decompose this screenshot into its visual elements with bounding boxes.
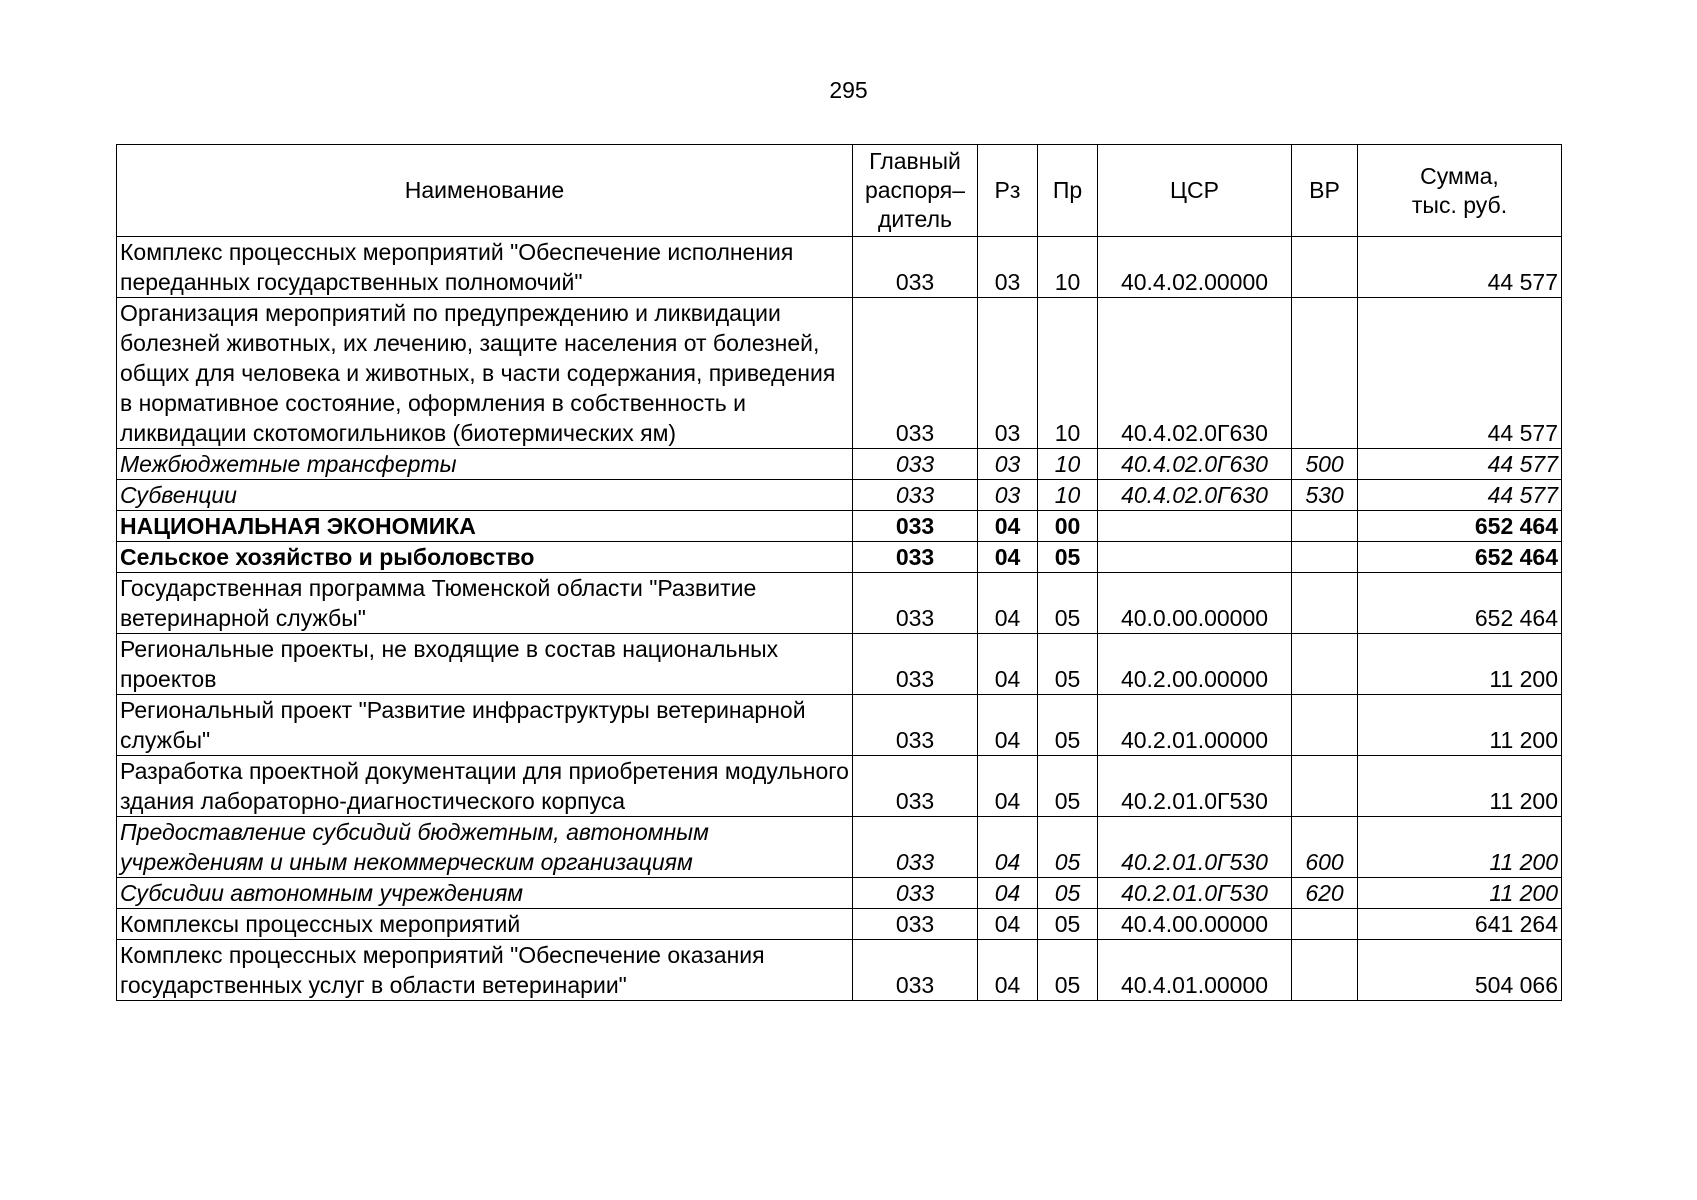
cell-sum: 44 577 [1358,237,1562,298]
cell-subsection: 05 [1038,817,1098,878]
cell-target-article: 40.2.00.00000 [1098,634,1292,695]
header-subsection: Пр [1038,145,1098,237]
cell-name: Комплексы процессных мероприятий [117,909,853,940]
header-gr-line: Главный [869,148,961,174]
cell-chief-administrator: 033 [853,298,978,449]
cell-chief-administrator: 033 [853,634,978,695]
cell-sum: 11 200 [1358,695,1562,756]
cell-chief-administrator: 033 [853,756,978,817]
cell-section: 03 [978,449,1038,480]
cell-target-article [1098,542,1292,573]
table-row [117,237,1562,298]
cell-name: Региональные проекты, не входящие в состав национальных проектов [117,634,853,695]
cell-expense-type: 530 [1292,480,1358,511]
cell-subsection: 05 [1038,542,1098,573]
cell-sum: 652 464 [1358,573,1562,634]
cell-name: Комплекс процессных мероприятий "Обеспечение исполнения переданных государственных полномочий" [117,237,853,298]
header-sum-line: Сумма, [1420,162,1499,189]
table-row [117,573,1562,634]
cell-subsection: 05 [1038,695,1098,756]
cell-target-article: 40.2.01.0Г530 [1098,756,1292,817]
header-sum-line: тыс. руб. [1411,191,1508,218]
cell-expense-type [1292,511,1358,542]
cell-chief-administrator: 033 [853,573,978,634]
cell-name: Комплекс процессных мероприятий "Обеспечение оказания государственных услуг в области ветеринарии" [117,940,853,1001]
cell-chief-administrator: 033 [853,480,978,511]
cell-expense-type [1292,695,1358,756]
cell-subsection: 05 [1038,573,1098,634]
cell-section: 04 [978,878,1038,909]
cell-section: 04 [978,940,1038,1001]
cell-subsection: 05 [1038,909,1098,940]
cell-name: Сельское хозяйство и рыболовство [117,542,853,573]
table-body [117,237,1562,1001]
cell-section: 04 [978,573,1038,634]
table-row [117,756,1562,817]
cell-subsection: 05 [1038,940,1098,1001]
cell-chief-administrator: 033 [853,449,978,480]
cell-target-article: 40.4.02.0Г630 [1098,449,1292,480]
cell-target-article [1098,511,1292,542]
cell-chief-administrator: 033 [853,878,978,909]
cell-section: 03 [978,237,1038,298]
cell-subsection: 00 [1038,511,1098,542]
table-row [117,542,1562,573]
cell-section: 04 [978,817,1038,878]
cell-target-article: 40.4.02.00000 [1098,237,1292,298]
cell-subsection: 10 [1038,298,1098,449]
table-row [117,909,1562,940]
table-row [117,695,1562,756]
cell-target-article: 40.2.01.0Г530 [1098,878,1292,909]
cell-subsection: 05 [1038,878,1098,909]
cell-section: 04 [978,909,1038,940]
table-row [117,298,1562,449]
budget-table [116,144,1562,1001]
header-name: Наименование [117,145,853,237]
cell-chief-administrator: 033 [853,817,978,878]
cell-sum: 641 264 [1358,909,1562,940]
table-row [117,480,1562,511]
cell-chief-administrator: 033 [853,237,978,298]
cell-name: Разработка проектной документации для приобретения модульного здания лабораторно-диагностического корпуса [117,756,853,817]
cell-section: 04 [978,511,1038,542]
table-row [117,511,1562,542]
cell-target-article: 40.0.00.00000 [1098,573,1292,634]
cell-section: 03 [978,480,1038,511]
cell-target-article: 40.4.02.0Г630 [1098,298,1292,449]
cell-sum: 11 200 [1358,634,1562,695]
cell-chief-administrator: 033 [853,511,978,542]
header-expense-type: ВР [1292,145,1358,237]
cell-subsection: 05 [1038,634,1098,695]
cell-name: Организация мероприятий по предупреждению и ликвидации болезней животных, их лечению, защите населения от болезней, общих для человека и животных, в части содержания, приведения в нормативное состояние, оформления в собственность и ликвидации скотомогильников (биотермических ям) [117,298,853,449]
cell-subsection: 05 [1038,756,1098,817]
cell-section: 03 [978,298,1038,449]
cell-expense-type: 600 [1292,817,1358,878]
cell-target-article: 40.4.01.00000 [1098,940,1292,1001]
cell-sum: 44 577 [1358,449,1562,480]
cell-name: Субсидии автономным учреждениям [117,878,853,909]
header-row [117,145,1562,237]
cell-subsection: 10 [1038,449,1098,480]
cell-section: 04 [978,634,1038,695]
cell-name: НАЦИОНАЛЬНАЯ ЭКОНОМИКА [117,511,853,542]
header-gr-line: распоря– [864,177,966,203]
cell-sum: 504 066 [1358,940,1562,1001]
cell-expense-type [1292,940,1358,1001]
cell-sum: 11 200 [1358,878,1562,909]
cell-sum: 652 464 [1358,542,1562,573]
cell-expense-type: 500 [1292,449,1358,480]
cell-chief-administrator: 033 [853,909,978,940]
header-section: Рз [978,145,1038,237]
cell-section: 04 [978,695,1038,756]
table-row [117,634,1562,695]
cell-subsection: 10 [1038,480,1098,511]
cell-section: 04 [978,756,1038,817]
cell-target-article: 40.4.02.0Г630 [1098,480,1292,511]
cell-target-article: 40.4.00.00000 [1098,909,1292,940]
cell-expense-type [1292,573,1358,634]
cell-name: Межбюджетные трансферты [117,449,853,480]
table-row [117,449,1562,480]
header-chief-administrator [853,145,978,237]
cell-expense-type [1292,909,1358,940]
cell-chief-administrator: 033 [853,695,978,756]
cell-target-article: 40.2.01.00000 [1098,695,1292,756]
cell-expense-type [1292,237,1358,298]
cell-expense-type [1292,298,1358,449]
table-row [117,940,1562,1001]
cell-section: 04 [978,542,1038,573]
cell-name: Государственная программа Тюменской области "Развитие ветеринарной службы" [117,573,853,634]
cell-sum: 11 200 [1358,756,1562,817]
cell-sum: 44 577 [1358,480,1562,511]
cell-sum: 652 464 [1358,511,1562,542]
cell-name: Предоставление субсидий бюджетным, автономным учреждениям и иным некоммерческим организациям [117,817,853,878]
cell-expense-type: 620 [1292,878,1358,909]
table-row [117,878,1562,909]
cell-subsection: 10 [1038,237,1098,298]
cell-target-article: 40.2.01.0Г530 [1098,817,1292,878]
table-row [117,817,1562,878]
header-target-article: ЦСР [1098,145,1292,237]
cell-sum: 44 577 [1358,298,1562,449]
header-sum [1358,145,1562,237]
cell-chief-administrator: 033 [853,542,978,573]
header-gr-line: дитель [878,206,952,232]
cell-expense-type [1292,756,1358,817]
cell-chief-administrator: 033 [853,940,978,1001]
cell-name: Субвенции [117,480,853,511]
cell-expense-type [1292,542,1358,573]
cell-sum: 11 200 [1358,817,1562,878]
cell-expense-type [1292,634,1358,695]
cell-name: Региональный проект "Развитие инфраструктуры ветеринарной службы" [117,695,853,756]
page-number: 295 [829,77,868,103]
